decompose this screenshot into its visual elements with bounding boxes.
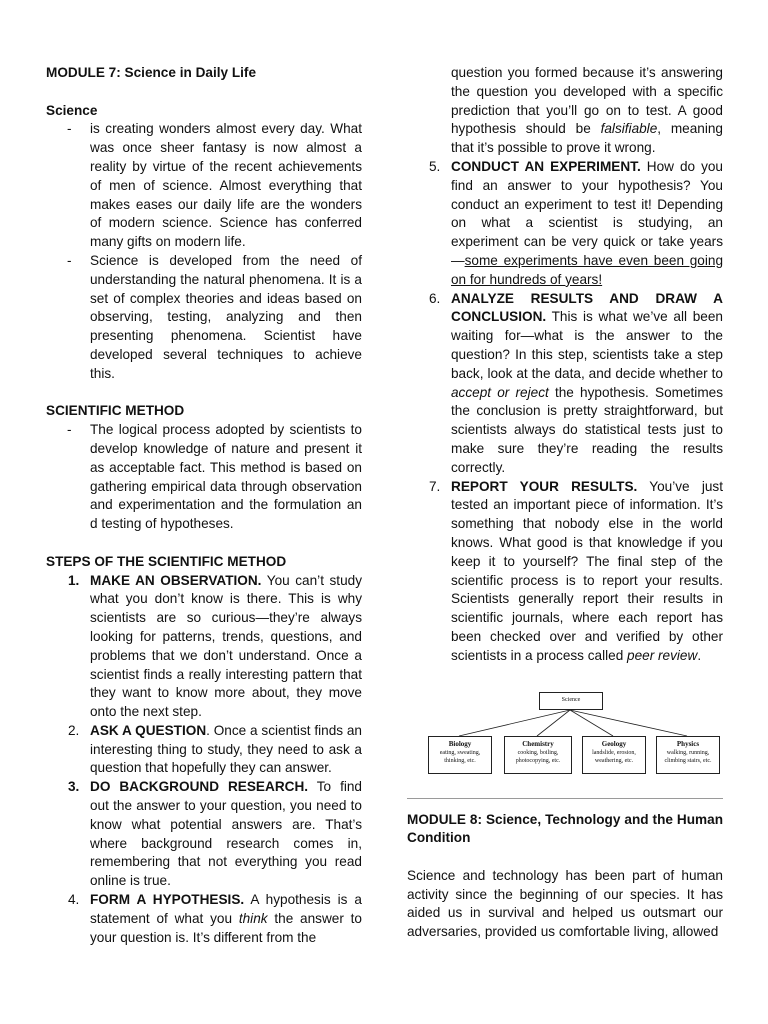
diagram-node-biology: Biology eating, sweating, thinking, etc.: [428, 736, 492, 774]
science-item: - is creating wonders almost every day. What was once sheer fantasy is now almost a reality by virtue of the recent achievements of men of science. Almost everything that makes eases our daily life are the wonders of modern science. Science has conferred many gifts on modern life.: [67, 121, 362, 250]
step-2: 2. ASK A QUESTION. Once a scientist finds an interesting thing to study, they need to ask a question that hopefully they can answer.: [68, 722, 362, 776]
scientific-method-heading: SCIENTIFIC METHOD: [46, 403, 185, 419]
step-3: 3. DO BACKGROUND RESEARCH. To find out the answer to your question, you need to know what potential answers are. That’s where background research comes in, remembering that not everything you read online is true.: [68, 779, 362, 889]
diagram-root: Science: [539, 692, 603, 710]
module-7-title: MODULE 7: Science in Daily Life: [46, 65, 256, 80]
diagram-node-physics: Physics walking, running, climbing stairs, etc.: [656, 736, 720, 774]
steps-heading: STEPS OF THE SCIENTIFIC METHOD: [46, 553, 287, 569]
step-4-continued: question you formed because it’s answering the question you developed with a specific prediction that you’ll go on to test. A good hypothesis should be falsifiable, meaning that it’s possible to prove it wrong.: [451, 65, 723, 156]
right-column: [407, 64, 723, 942]
diagram-node-geology: Geology landslide, erosion, weathering, etc.: [582, 736, 646, 774]
step-6: 6. ANALYZE RESULTS AND DRAW A CONCLUSION. This is what we’ve all been waiting for—what is the answer to the question? In this step, scientists take a step back, look at the data, and decide whether to accept or reject the hypothesis. Sometimes the conclusion is pretty straightforward, but scientists always do statistical tests just to make sure they’re reading the results correctly.: [429, 290, 723, 475]
step-5: 5. CONDUCT AN EXPERIMENT. How do you find an answer to your hypothesis? You conduct an experiment to test it! Depending on what a scientist is studying, an experiment can be very quick or take years—some experiments have even been going on for hundreds of years!: [429, 158, 723, 287]
science-item: - Science is developed from the need of understanding the natural phenomena. It is a set of complex theories and ideas based on observing, testing, analyzing and then presenting phenomena. Scientist have developed several techniques to achieve this.: [67, 252, 362, 381]
step-4: 4. FORM A HYPOTHESIS. A hypothesis is a statement of what you think the answer to your question is. It’s different from the: [68, 892, 362, 945]
module-8-title: MODULE 8: Science, Technology and the Human Condition: [407, 811, 723, 846]
method-item: - The logical process adopted by scientists to develop knowledge of nature and present it as acceptable fact. This method is based on gathering empirical data through observation and experimentation and the formulation an d testing of hypotheses.: [67, 422, 362, 532]
step-7: 7. REPORT YOUR RESULTS. You’ve just tested an important piece of information. It’s something that nobody else in the world knows. What good is that knowledge if you keep it to yourself? The final step of the scientific process is to report your results. Scientists generally report their results in scientific journals, where each report has been checked over and verified by other scientists in a process called peer review.: [429, 478, 723, 663]
left-column: [46, 64, 362, 947]
module-8-text: Science and technology has been part of human activity since the beginning of our species. It has aided us in survival and helped us outsmart our adversaries, provided us comfortable living, allowed: [407, 867, 723, 940]
step-1: 1. MAKE AN OBSERVATION. You can’t study what you don’t know is there. This is why scientists are so curious—they’re always looking for patterns, trends, questions, and problems that we don’t understand. Once a scientist finds a really interesting pattern that they want to know more about, they move onto the next step.: [68, 572, 363, 720]
science-heading: Science: [46, 102, 98, 118]
section-divider: [407, 798, 723, 799]
diagram-node-chemistry: Chemistry cooking, boiling, photocopying, etc.: [504, 736, 572, 774]
science-branches-diagram: [407, 690, 723, 780]
